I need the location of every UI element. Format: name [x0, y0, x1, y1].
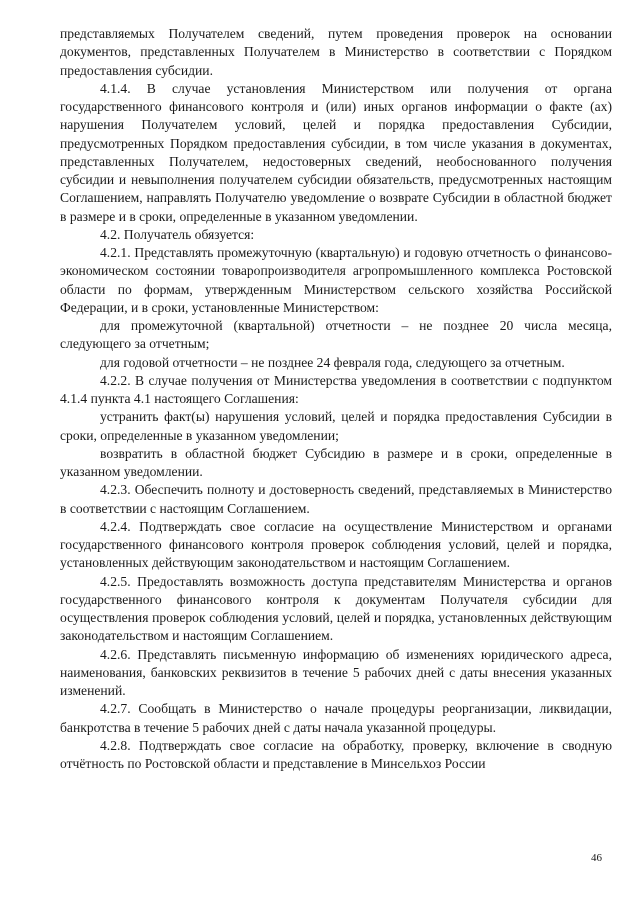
paragraph-4-2-2-eliminate: устранить факт(ы) нарушения условий, целей и порядка предоставления Субсидии в сроки, определенные в указанном уведомлении;: [60, 409, 612, 443]
paragraph-4-2-3: 4.2.3. Обеспечить полноту и достоверность сведений, представляемых в Министерство в соответствии с настоящим Соглашением.: [60, 482, 612, 516]
paragraph-4-2-6: 4.2.6. Представлять письменную информацию об изменениях юридического адреса, наименования, банковских реквизитов в течение 5 рабочих дней с даты внесения указанных изменений.: [60, 646, 612, 698]
paragraph-4-2-8: 4.2.8. Подтверждать свое согласие на обработку, проверку, включение в сводную отчётность по Ростовской области и представление в Минсельхоз России: [60, 737, 612, 771]
paragraph-continuation: представляемых Получателем сведений, путем проведения проверок на основании документов, представленных Получателем в Министерство в соответствии с Порядком предоставления субсидии.: [60, 26, 612, 78]
paragraph-4-2: 4.2. Получатель обязуется:: [100, 226, 255, 242]
page-number: 46: [591, 852, 602, 864]
paragraph-4-1-4: 4.1.4. В случае установления Министерством или получения от органа государственного финансового контроля и (или) иных органов информации о факте (ах) нарушения Получателем условий, целей и порядка предоставления Субсидии, предусмотренных Порядком предоставления субсидии, в том числе указания в документах, представленных Получателем, недостоверных сведений, необоснованного получения субсидии и невыполнения получателем субсидии обязательств, предусмотренных настоящим Соглашением, направлять Получателю уведомление о возврате Субсидии в областной бюджет в размере и в сроки, определенные в указанном уведомлении.: [60, 80, 612, 224]
paragraph-4-2-1-annual: для годовой отчетности – не позднее 24 февраля года, следующего за отчетным.: [100, 354, 565, 370]
paragraph-4-2-5: 4.2.5. Предоставлять возможность доступа представителям Министерства и органов государственного финансового контроля к документам Получателя субсидии для осуществления проверок соблюдения условий, целей и порядка, установленных действующим законодательством и настоящим Соглашением.: [60, 573, 612, 644]
document-body: [60, 25, 612, 773]
paragraph-4-2-7: 4.2.7. Сообщать в Министерство о начале процедуры реорганизации, ликвидации, банкротства в течение 5 рабочих дней с даты начала указанной процедуры.: [60, 701, 612, 735]
paragraph-4-2-1-quarterly: для промежуточной (квартальной) отчетности – не позднее 20 числа месяца, следующего за отчетным;: [60, 318, 612, 352]
paragraph-4-2-2: 4.2.2. В случае получения от Министерства уведомления в соответствии с подпунктом 4.1.4 пункта 4.1 настоящего Соглашения:: [60, 372, 612, 406]
paragraph-4-2-4: 4.2.4. Подтверждать свое согласие на осуществление Министерством и органами государственного финансового контроля проверок соблюдения условий, целей и порядка, установленных действующим законодательством и настоящим Соглашением.: [60, 518, 612, 571]
paragraph-4-2-1: 4.2.1. Представлять промежуточную (квартальную) и годовую отчетность о финансово-экономическом состоянии товаропроизводителя агропромышленного комплекса Ростовской области по формам, утвержденным Министерством сельского хозяйства Российской Федерации, и в сроки, установленные Министерством:: [60, 245, 612, 315]
paragraph-4-2-2-return: возвратить в областной бюджет Субсидию в размере и в сроки, определенные в указанном уведомлении.: [60, 445, 612, 479]
